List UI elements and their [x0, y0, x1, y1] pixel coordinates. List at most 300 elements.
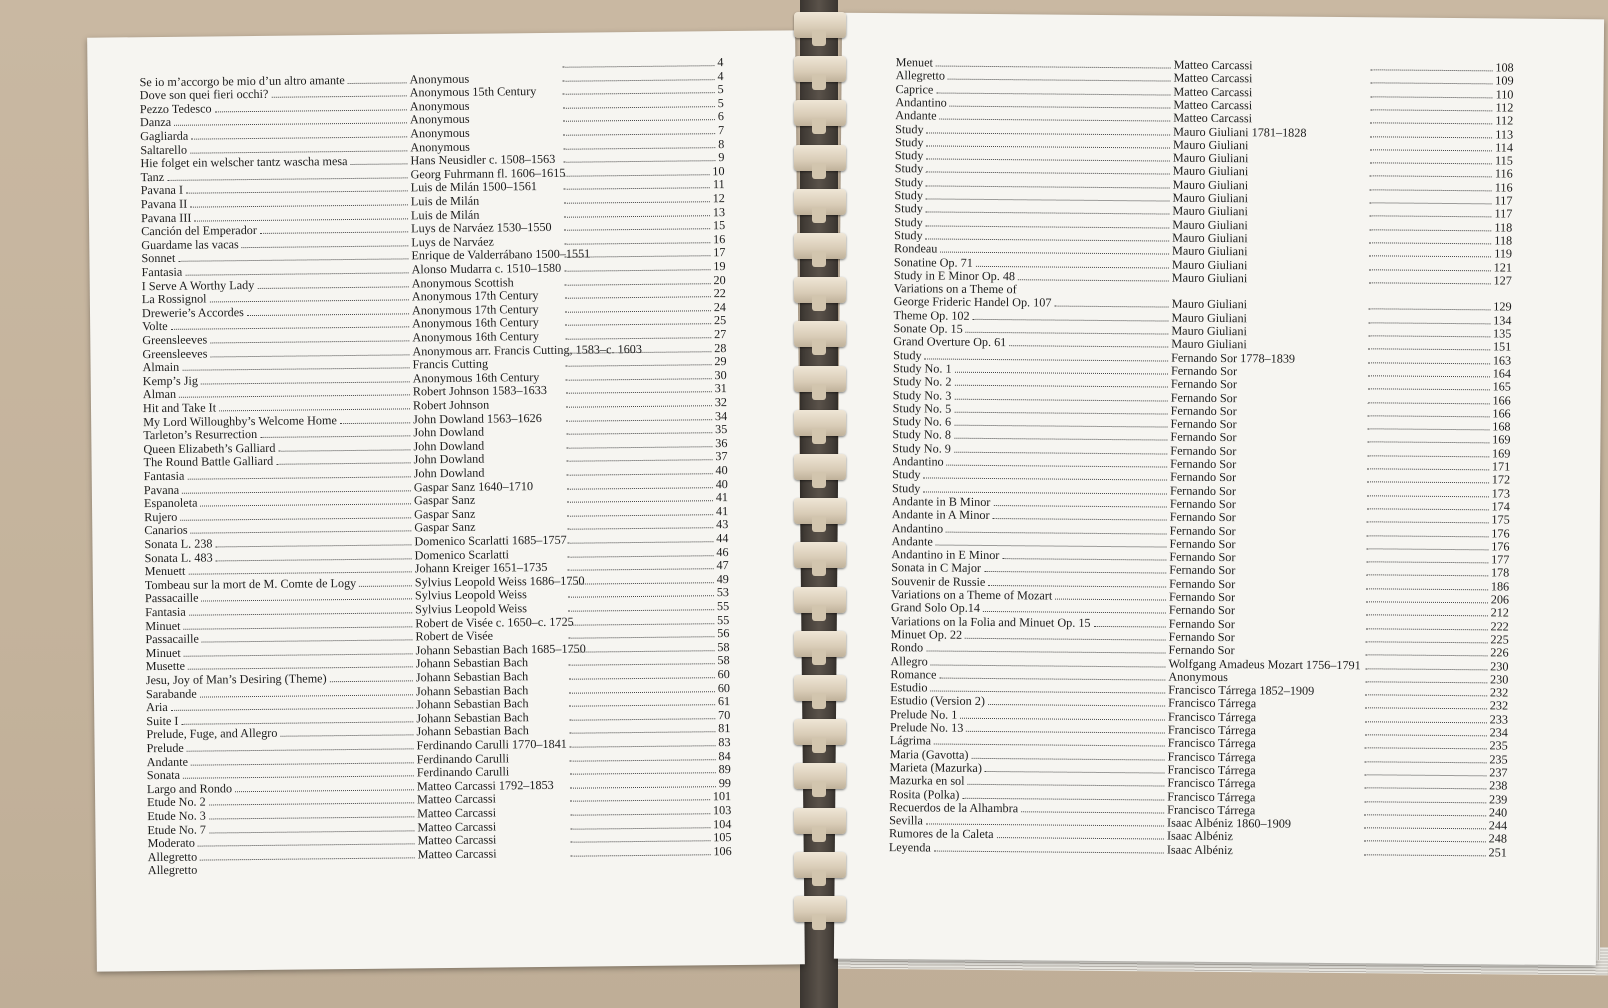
dot-leader [954, 441, 1168, 454]
page-number: 233 [1489, 712, 1509, 727]
dot-leader [181, 711, 413, 724]
piece-title: Pavana II [140, 196, 188, 212]
dot-leader [1364, 827, 1486, 829]
dot-leader [1094, 616, 1166, 628]
piece-title: Study No. 9 [892, 440, 951, 456]
dot-leader [1364, 841, 1486, 843]
page-number: 35 [715, 422, 728, 437]
dot-leader [562, 65, 714, 68]
dot-leader [191, 126, 407, 139]
piece-title: I Serve A Worthy Lady [141, 277, 255, 293]
composer-name: Fernando Sor [1170, 469, 1237, 485]
page-number: 235 [1489, 751, 1508, 767]
composer-name: Matteo Carcassi [1173, 57, 1253, 73]
piece-title: Souvenir de Russie [891, 573, 986, 589]
piece-title: Study No. 8 [892, 427, 952, 443]
piece-title: Study [895, 121, 924, 136]
binding-coil [794, 145, 846, 171]
dot-leader [946, 521, 1167, 534]
page-number: 222 [1490, 618, 1509, 634]
piece-title: Saltarello [140, 142, 188, 157]
dot-leader [1369, 202, 1491, 204]
left-page [87, 30, 805, 971]
piece-title: Andante [895, 108, 937, 123]
dot-leader [567, 541, 713, 544]
dot-leader [927, 122, 1171, 135]
piece-title: Andante [146, 754, 189, 769]
binding-coil [794, 12, 846, 38]
dot-leader [564, 174, 710, 177]
dot-leader [563, 92, 715, 95]
dot-leader [171, 317, 410, 330]
dot-leader [971, 747, 1164, 760]
composer-name: John Dowland [413, 438, 485, 454]
piece-title: Etude No. 3 [147, 808, 206, 824]
piece-title: Etude No. 2 [147, 794, 206, 810]
dot-leader [926, 188, 1170, 201]
page-number: 176 [1491, 539, 1510, 554]
piece-title: La Rossignol [141, 291, 207, 307]
piece-title: Tarleton’s Resurrection [143, 427, 258, 443]
binding-coil [794, 366, 846, 392]
dot-leader [1368, 349, 1490, 351]
composer-name: Enrique de Valderrábano 1500–1551 [411, 246, 591, 263]
page-number: 9 [718, 150, 725, 165]
piece-title: Passacaille [144, 590, 199, 606]
piece-title: Variations on a Theme of [893, 281, 1017, 297]
piece-title: Allegro [890, 653, 928, 668]
dot-leader [190, 194, 408, 207]
composer-name: Fernando Sor [1169, 483, 1237, 498]
dot-leader [569, 704, 715, 707]
composer-name: Fernando Sor [1170, 363, 1238, 379]
dot-leader [278, 439, 410, 451]
dot-leader [939, 667, 1165, 680]
page-number: 41 [715, 503, 729, 518]
composer-name: Alonso Mudarra c. 1510–1580 [411, 260, 562, 277]
piece-title: My Lord Willoughby’s Welcome Home [143, 412, 337, 429]
page-number: 230 [1490, 658, 1509, 674]
dot-leader [563, 106, 715, 109]
composer-name: Isaac Albéniz [1166, 842, 1233, 857]
page-number: 178 [1490, 565, 1510, 580]
page-number: 127 [1493, 273, 1512, 288]
dot-leader [1054, 296, 1168, 308]
page-number: 6 [717, 109, 725, 124]
page-number: 61 [717, 694, 731, 709]
composer-name: Luys de Narváez 1530–1550 [411, 220, 552, 236]
piece-title: Tombeau sur la mort de M. Comte de Logy [144, 575, 357, 592]
dot-leader [993, 508, 1167, 521]
dot-leader [235, 779, 414, 792]
page-number: 30 [714, 367, 727, 382]
dot-leader [936, 534, 1167, 547]
dot-leader [926, 135, 1170, 148]
dot-leader [924, 468, 1168, 481]
dot-leader [567, 487, 713, 490]
composer-name: Fernando Sor [1170, 443, 1237, 458]
dot-leader [566, 446, 712, 449]
composer-name: Fernando Sor [1170, 429, 1237, 445]
page-number: 234 [1489, 725, 1508, 740]
piece-title: Prelude No. 1 [889, 706, 958, 722]
composer-name: John Dowland 1563–1626 [413, 410, 542, 426]
dot-leader [965, 628, 1166, 641]
page-number: 134 [1493, 313, 1512, 328]
composer-name: Fernando Sor [1170, 403, 1237, 418]
dot-leader [568, 596, 714, 599]
dot-leader [1366, 575, 1488, 577]
page-number: 174 [1491, 499, 1510, 514]
page-number: 89 [718, 762, 731, 777]
binding-coil [794, 719, 846, 745]
page-number: 171 [1491, 459, 1511, 474]
piece-title: Prelude, Fuge, and Allegro [146, 726, 278, 742]
piece-title: Estudio (Version 2) [890, 693, 985, 709]
dot-leader [1365, 734, 1487, 736]
dot-leader [954, 375, 1168, 388]
piece-title: Sonata L. 483 [144, 550, 213, 565]
dot-leader [567, 460, 713, 463]
composer-name: Gaspar Sanz 1640–1710 [413, 478, 534, 494]
piece-title: Se io m’accorgo be mio d’un altro amante [139, 72, 345, 89]
piece-title: Theme Op. 102 [893, 307, 970, 323]
dot-leader [564, 188, 710, 191]
dot-leader [1370, 149, 1492, 151]
page-number: 12 [712, 191, 725, 206]
composer-name: Anonymous [409, 98, 470, 114]
page-number: 230 [1490, 672, 1509, 687]
piece-title: Suite I [146, 713, 179, 728]
composer-name: Robert Johnson 1583–1633 [412, 383, 547, 399]
page-number: 60 [717, 680, 731, 695]
dot-leader [1364, 814, 1486, 816]
composer-name: Fernando Sor [1170, 376, 1237, 392]
dot-leader [925, 348, 1169, 361]
piece-title: Romance [890, 666, 937, 682]
binding-coil [794, 56, 846, 82]
dot-leader [1365, 761, 1487, 763]
page-number: 11 [712, 177, 725, 192]
dot-leader [198, 834, 415, 847]
piece-title: Greensleeves [142, 332, 208, 348]
dot-leader [926, 814, 1164, 827]
dot-leader [570, 772, 716, 775]
composer-name: Matteo Carcassi [417, 791, 497, 807]
piece-title: Study [892, 467, 921, 482]
dot-leader [1366, 615, 1488, 617]
composer-name: Mauro Giuliani [1171, 270, 1248, 286]
composer-name: Anonymous arr. Francis Cutting, 1583–c. 1603 [412, 341, 643, 358]
page-number: 118 [1494, 219, 1513, 235]
page-number: 176 [1491, 525, 1510, 541]
piece-title: Minuet Op. 22 [890, 627, 963, 642]
page-number: 104 [713, 816, 732, 831]
composer-name: Luis de Milán [410, 193, 480, 209]
composer-name: Mauro Giuliani [1172, 190, 1249, 206]
dot-leader [200, 494, 411, 507]
dot-leader [183, 766, 414, 779]
piece-title: Sonata L. 238 [144, 536, 213, 552]
piece-title: Sarabande [145, 686, 197, 701]
dot-leader [563, 79, 715, 82]
dot-leader [1367, 442, 1489, 444]
page-number: 206 [1490, 592, 1510, 607]
composer-name: Fernando Sor [1168, 642, 1235, 658]
binding-coil [794, 233, 846, 259]
dot-leader [567, 528, 713, 531]
composer-name: Fernando Sor [1170, 456, 1237, 472]
piece-title: Study [894, 174, 924, 190]
composer-name: Anonymous 17th Century [411, 301, 539, 318]
dot-leader [280, 725, 413, 737]
composer-name: Mauro Giuliani [1172, 177, 1249, 192]
composer-name: Fernando Sor [1168, 589, 1236, 605]
dot-leader [960, 707, 1165, 720]
dot-leader [1367, 495, 1489, 497]
composer-name: Mauro Giuliani [1172, 150, 1249, 166]
page-number: 121 [1493, 259, 1513, 275]
dot-leader [191, 752, 414, 765]
composer-name: Gaspar Sanz [413, 492, 476, 508]
piece-title: Grand Overture Op. 61 [893, 334, 1007, 350]
composer-name: Fernando Sor [1168, 602, 1236, 618]
dot-leader [564, 215, 710, 218]
dot-leader [570, 759, 716, 762]
composer-name: Sylvius Leopold Weiss 1686–1750 [414, 573, 585, 590]
dot-leader [1369, 242, 1491, 244]
binding-coil [794, 587, 846, 613]
dot-leader [1369, 309, 1491, 311]
toc-composer-cell [1167, 842, 1361, 858]
dot-leader [936, 56, 1171, 69]
dot-leader [954, 388, 1168, 401]
piece-title: Study No. 2 [892, 374, 952, 389]
dot-leader [926, 215, 1170, 228]
dot-leader [1365, 708, 1487, 710]
composer-name: Isaac Albéniz 1860–1909 [1167, 815, 1292, 831]
composer-name: Matteo Carcassi [417, 819, 497, 834]
piece-title: Rosita (Polka) [889, 786, 960, 802]
page-number: 34 [714, 408, 728, 423]
dot-leader [183, 616, 412, 629]
piece-title: Pavana III [140, 210, 192, 225]
composer-name: Francisco Tárrega [1167, 775, 1256, 791]
page-number: 108 [1495, 60, 1514, 75]
piece-title: Largo and Rondo [146, 781, 233, 796]
dot-leader [926, 149, 1170, 162]
page-number: 169 [1491, 446, 1511, 461]
dot-leader [563, 120, 715, 123]
page-number: 8 [718, 136, 725, 151]
composer-name: Matteo Carcassi 1792–1853 [416, 777, 554, 794]
piece-title: Study [893, 347, 922, 362]
page-number: 118 [1494, 233, 1513, 248]
dot-leader [997, 827, 1165, 839]
page-number: 58 [717, 653, 730, 668]
page-number: 32 [714, 395, 728, 410]
dot-leader [1366, 628, 1488, 630]
page-number: 112 [1495, 113, 1514, 128]
dot-leader [570, 745, 716, 748]
dot-leader [1370, 162, 1492, 164]
dot-leader [985, 761, 1165, 774]
dot-leader [179, 385, 410, 398]
dot-leader [567, 500, 713, 503]
piece-title: Espanoleta [143, 495, 198, 511]
dot-leader [954, 401, 1168, 414]
dot-leader [1366, 588, 1488, 590]
dot-leader [923, 481, 1167, 494]
dot-leader [209, 290, 408, 303]
dot-leader [1368, 335, 1490, 337]
piece-title: Allegretto [895, 68, 946, 83]
piece-title: Study [891, 480, 921, 495]
dot-leader [940, 109, 1171, 122]
piece-title: George Frideric Handel Op. 107 [893, 294, 1052, 310]
page-number: 10 [712, 163, 725, 178]
binding-coil [794, 321, 846, 347]
composer-name: Luis de Milán 1500–1561 [410, 179, 538, 195]
composer-name: Anonymous 16th Century [412, 369, 540, 386]
dot-leader [954, 428, 1168, 441]
page-number: 129 [1493, 299, 1512, 314]
piece-title: Mazurka en sol [889, 773, 965, 788]
dot-leader [214, 99, 406, 112]
dot-leader [202, 630, 413, 643]
composer-name: Matteo Carcassi [1173, 84, 1253, 99]
composer-name: Anonymous [1168, 669, 1229, 684]
piece-title: Study [894, 188, 924, 203]
dot-leader [1366, 561, 1488, 563]
dot-leader [565, 296, 711, 299]
composer-name: Francisco Tárrega 1852–1909 [1168, 682, 1315, 698]
dot-leader [1018, 269, 1169, 281]
binding-coil [794, 189, 846, 215]
page-number: 239 [1488, 791, 1508, 807]
page-number: 4 [717, 68, 724, 83]
dot-leader [564, 242, 710, 245]
binding-coil [794, 631, 846, 657]
dot-leader [926, 228, 1170, 241]
piece-title: Sonate Op. 15 [893, 321, 963, 336]
page-number: 40 [715, 463, 728, 478]
composer-name: Ferdinando Carulli [416, 750, 510, 766]
dot-leader [1367, 468, 1489, 470]
piece-title: Dove son quei fieri occhi? [139, 87, 269, 103]
composer-name: Fernando Sor [1169, 576, 1236, 591]
page-number: 40 [715, 476, 728, 491]
composer-name: Anonymous [409, 112, 470, 127]
dot-leader [566, 432, 712, 435]
composer-name: John Dowland [413, 424, 485, 440]
piece-title: Rondeau [894, 241, 938, 256]
dot-leader [569, 677, 715, 680]
page-number: 163 [1492, 352, 1512, 368]
page-number: 173 [1491, 485, 1511, 501]
dot-leader [567, 514, 713, 517]
piece-title: Maria (Gavotta) [889, 746, 969, 762]
piece-title: Etude No. 7 [147, 822, 207, 837]
dot-leader [1368, 428, 1490, 430]
dot-leader [276, 453, 410, 465]
page-number: 22 [713, 286, 726, 301]
composer-name: John Dowland [413, 451, 485, 467]
page-number: 29 [714, 354, 727, 369]
page-number: 5 [717, 82, 724, 97]
right-table-of-contents [842, 13, 1604, 860]
page-number: 186 [1490, 579, 1510, 594]
dot-leader [931, 654, 1166, 667]
piece-title: Greensleeves [142, 346, 208, 361]
page-number: 58 [717, 639, 730, 654]
dot-leader [182, 358, 410, 371]
piece-title: Study [894, 161, 924, 176]
piece-title: Menuet [895, 55, 934, 70]
page-number: 166 [1492, 392, 1511, 408]
composer-name: Fernando Sor [1169, 509, 1236, 525]
page-number: 84 [718, 748, 731, 763]
dot-leader [209, 793, 415, 806]
composer-name: Anonymous 15th Century [409, 84, 537, 100]
dot-leader [570, 800, 710, 802]
page-number: 55 [716, 612, 730, 627]
dot-leader [200, 847, 415, 860]
dot-leader [340, 412, 410, 424]
dot-leader [260, 426, 410, 439]
dot-leader [564, 201, 710, 204]
dot-leader [1367, 521, 1489, 523]
page-number: 113 [1495, 126, 1514, 142]
piece-title: Menuett [144, 563, 186, 579]
composer-name: Ferdinando Carulli [416, 764, 510, 780]
composer-name: Mauro Giuliani [1172, 217, 1248, 232]
dot-leader [565, 269, 711, 272]
dot-leader [330, 670, 413, 682]
composer-name: Mauro Giuliani [1172, 163, 1249, 179]
page-number: 109 [1495, 73, 1514, 88]
composer-name: Georg Fuhrmann fl. 1606–1615 [410, 165, 566, 182]
dot-leader [954, 415, 1168, 428]
piece-title: Pezzo Tedesco [139, 101, 212, 116]
dot-leader [948, 69, 1171, 82]
composer-name: Mauro Giuliani [1172, 243, 1248, 259]
composer-name: Fernando Sor [1170, 416, 1237, 432]
piece-title: Study [894, 214, 923, 229]
dot-leader [1368, 322, 1490, 324]
page-number: 235 [1489, 738, 1508, 753]
dot-leader [167, 167, 408, 181]
piece-title: Allegretto [147, 849, 198, 864]
dot-leader [1364, 854, 1486, 856]
binding-coil [794, 542, 846, 568]
composer-name: Fernando Sor 1778–1839 [1171, 350, 1296, 366]
piece-title: Andante [891, 533, 933, 549]
piece-title: Rondo [890, 640, 924, 655]
piece-title: The Round Battle Galliard [143, 454, 274, 470]
piece-title: Prelude No. 13 [889, 720, 964, 735]
page-number: 165 [1492, 379, 1511, 394]
piece-title: Drewerie’s Accordes [141, 304, 244, 320]
piece-title: Caprice [895, 81, 934, 97]
piece-title: Study [894, 201, 923, 216]
binding-coil [794, 763, 846, 789]
dot-leader [565, 324, 711, 327]
page-number: 232 [1489, 685, 1509, 700]
page-number: 103 [712, 803, 732, 818]
dot-leader [934, 840, 1164, 853]
dot-leader [566, 419, 712, 422]
